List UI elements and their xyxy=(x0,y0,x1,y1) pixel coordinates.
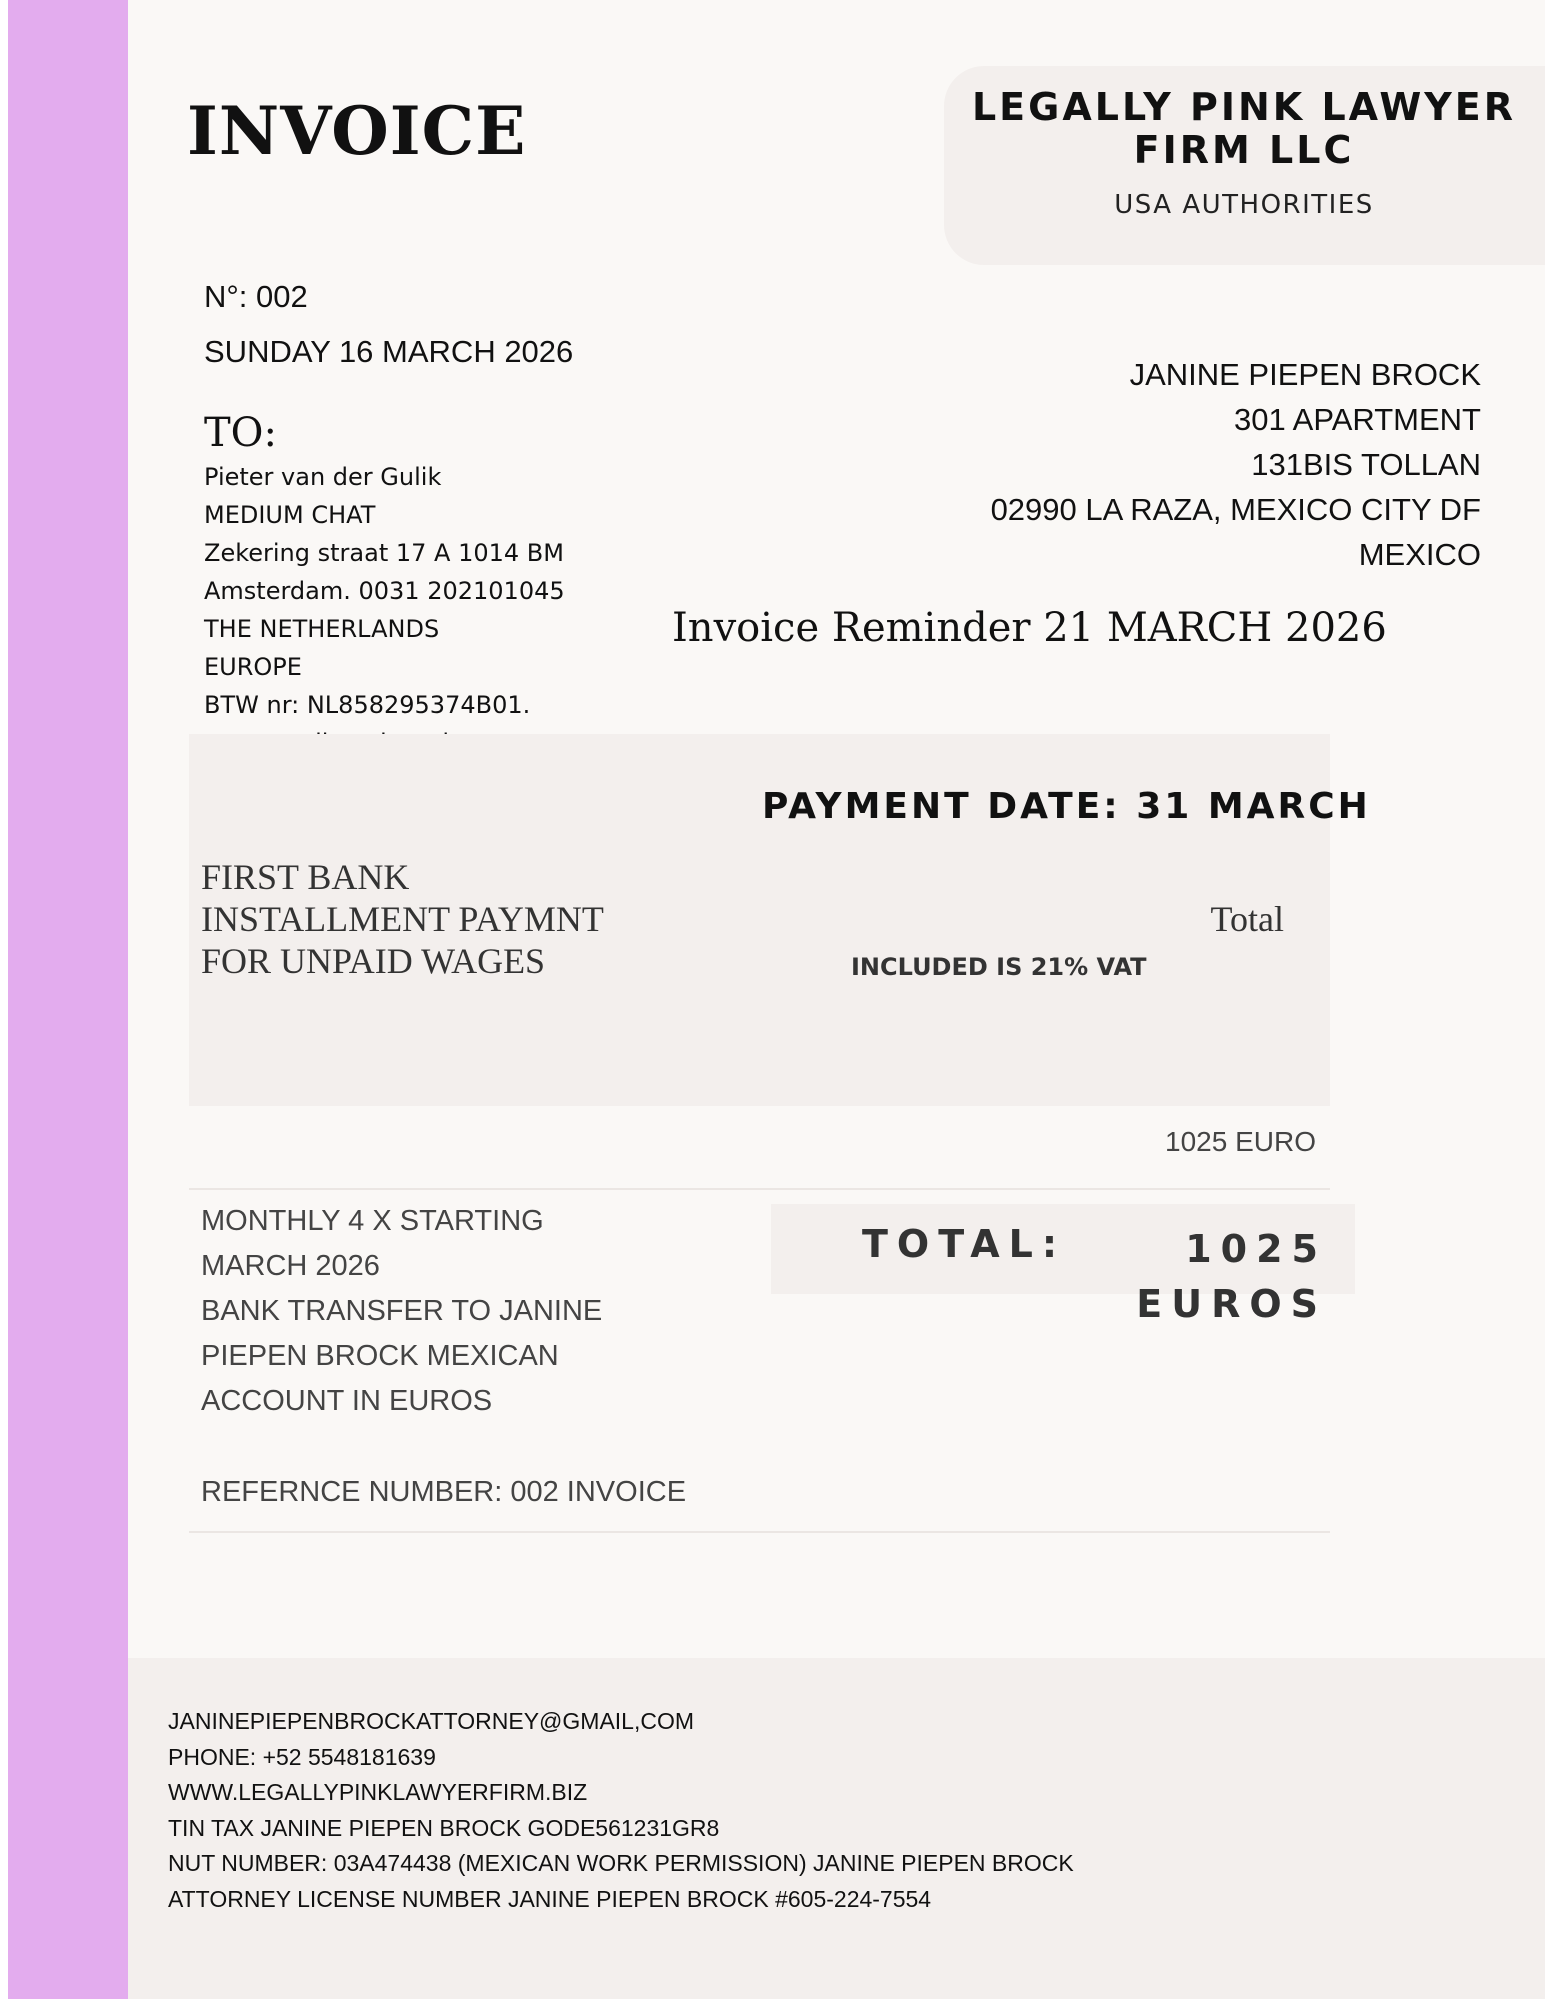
sender-line: 131BIS TOLLAN xyxy=(1251,447,1481,482)
vat-note: INCLUDED IS 21% VAT xyxy=(851,953,1147,981)
recipient-address xyxy=(204,458,565,762)
item-amount: 1025 EURO xyxy=(1165,1126,1316,1157)
footer-email: JANINEPIEPENBROCKATTORNEY@GMAIL,COM xyxy=(168,1708,695,1734)
payment-date: PAYMENT DATE: 31 MARCH xyxy=(762,786,1371,827)
page-edge xyxy=(0,0,8,1999)
total-column-header: Total xyxy=(1210,899,1284,939)
recipient-line: EUROPE xyxy=(204,653,302,681)
page-title: INVOICE xyxy=(187,92,527,170)
total-label: TOTAL: xyxy=(862,1222,1067,1266)
recipient-line: Amsterdam. 0031 202101045 xyxy=(204,577,565,605)
divider xyxy=(189,1188,1330,1190)
item-description-line: FOR UNPAID WAGES xyxy=(201,941,546,981)
sender-address xyxy=(991,352,1481,577)
footer-contact xyxy=(168,1704,1074,1917)
sender-line: MEXICO xyxy=(1358,537,1481,572)
footer-phone: PHONE: +52 5548181639 xyxy=(168,1743,436,1770)
footer-nut: NUT NUMBER: 03A474438 (MEXICAN WORK PERMISSION) JANINE PIEPEN BROCK xyxy=(168,1850,1074,1876)
firm-name: LEGALLY PINK LAWYER FIRM LLC xyxy=(971,85,1517,172)
payment-terms xyxy=(201,1199,602,1424)
firm-subtitle: USA AUTHORITIES xyxy=(1114,190,1374,220)
recipient-line: BTW nr: NL858295374B01. xyxy=(204,691,531,719)
terms-line: PIEPEN BROCK MEXICAN xyxy=(201,1340,559,1372)
total-amount-currency: EUROS xyxy=(1136,1282,1327,1326)
item-description-line: FIRST BANK xyxy=(201,857,410,897)
terms-line: MONTHLY 4 X STARTING xyxy=(201,1205,544,1237)
terms-line: BANK TRANSFER TO JANINE xyxy=(201,1295,603,1327)
terms-line: ACCOUNT IN EUROS xyxy=(201,1385,493,1417)
reference-number: REFERNCE NUMBER: 002 INVOICE xyxy=(201,1476,687,1508)
sender-line: 301 APARTMENT xyxy=(1234,402,1481,437)
recipient-line: THE NETHERLANDS xyxy=(204,615,440,643)
recipient-line: Zekering straat 17 A 1014 BM xyxy=(204,539,564,567)
invoice-reminder: Invoice Reminder 21 MARCH 2026 xyxy=(672,605,1387,651)
accent-stripe xyxy=(0,0,128,1999)
item-description-line: INSTALLMENT PAYMNT xyxy=(201,899,604,939)
footer-tin: TIN TAX JANINE PIEPEN BROCK GODE561231GR8 xyxy=(168,1814,720,1841)
invoice-number: N°: 002 xyxy=(204,279,308,314)
divider xyxy=(189,1531,1330,1533)
footer-license: ATTORNEY LICENSE NUMBER JANINE PIEPEN BROCK #605-224-7554 xyxy=(168,1885,932,1912)
recipient-line: MEDIUM CHAT xyxy=(204,501,376,529)
footer-website: WWW.LEGALLYPINKLAWYERFIRM.BIZ xyxy=(168,1779,588,1805)
total-amount-number: 1025 xyxy=(1185,1227,1327,1271)
recipient-line: Pieter van der Gulik xyxy=(204,463,442,491)
terms-line: MARCH 2026 xyxy=(201,1250,380,1282)
invoice-date: SUNDAY 16 MARCH 2026 xyxy=(204,334,574,369)
item-description xyxy=(201,856,604,982)
sender-line: 02990 LA RAZA, MEXICO CITY DF xyxy=(990,492,1481,527)
total-amount xyxy=(1107,1222,1327,1332)
recipient-label: TO: xyxy=(204,410,277,456)
sender-line: JANINE PIEPEN BROCK xyxy=(1129,357,1481,392)
